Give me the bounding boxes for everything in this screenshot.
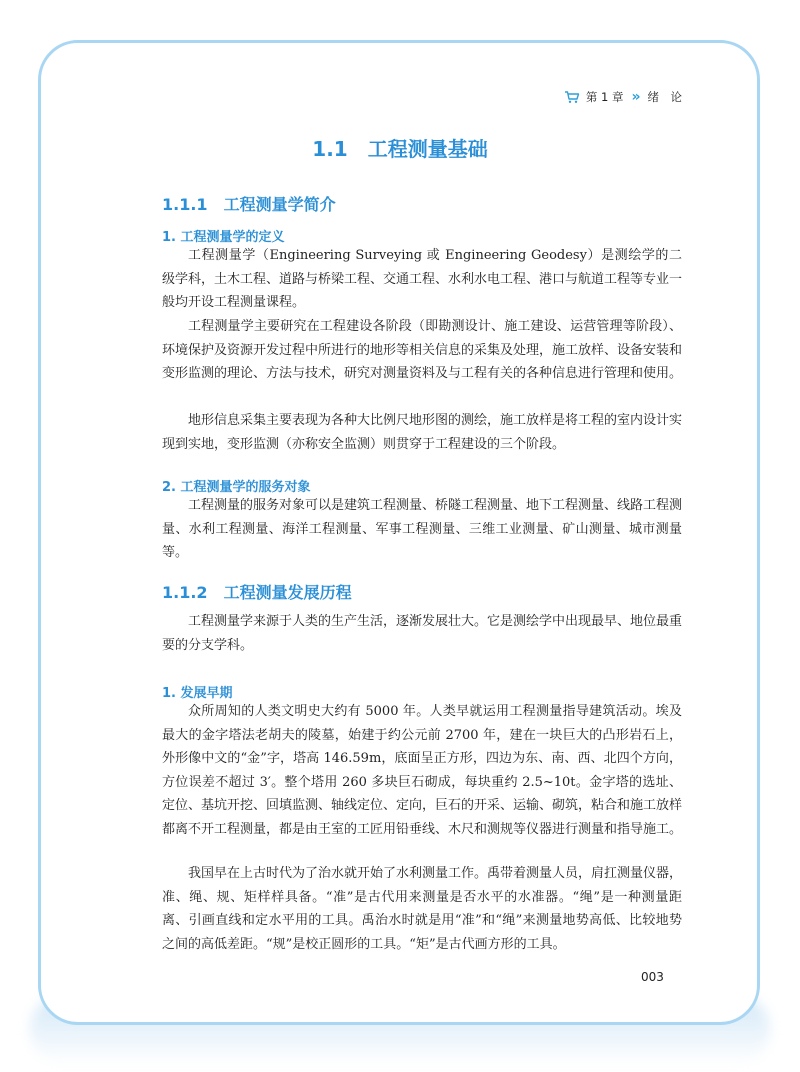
subsection-number: 1.1.2	[162, 583, 208, 602]
paragraph: 工程测量学主要研究在工程建设各阶段（即勘测设计、施工建设、运营管理等阶段）、环境保护及资源开发过程中所进行的地形等相关信息的采集及处理，施工放样、设备安装和变形监测的理论、方法与技术，研究对测量资料及与工程有关的各种信息进行管理和使用。	[162, 319, 683, 381]
heading-definition: 1. 工程测量学的定义	[162, 230, 285, 245]
chapter-title: 绪 论	[647, 90, 682, 104]
chapter-label: 第 1 章	[585, 90, 624, 104]
subsection-title: 工程测量发展历程	[223, 583, 352, 602]
paragraph: 工程测量学来源于人类的生产生活，逐渐发展壮大。它是测绘学中出现最早、地位最重要的分支学科。	[162, 614, 683, 653]
running-head	[564, 89, 682, 105]
subsection-heading-2	[162, 580, 352, 603]
subsection-heading-1	[162, 192, 336, 215]
paragraph: 工程测量学（Engineering Surveying 或 Engineering Geodesy）是测绘学的二级学科，土木工程、道路与桥梁工程、交通工程、水利水电工程、港口与航道工程等专业一般均开设工程测量课程。	[162, 248, 683, 310]
heading-service-objects: 2. 工程测量学的服务对象	[162, 480, 311, 495]
paragraph: 工程测量的服务对象可以是建筑工程测量、桥隧工程测量、地下工程测量、线路工程测量、水利工程测量、海洋工程测量、军事工程测量、三维工业测量、矿山测量、城市测量等。	[162, 498, 683, 560]
paragraph: 我国早在上古时代为了治水就开始了水利测量工作。禹带着测量人员，肩扛测量仪器，准、绳、规、矩样样具备。“准”是古代用来测量是否水平的水准器。“绳”是一种测量距离、引画直线和定水平用的工具。禹治水时就是用“准”和“绳”来测量地势高低、比较地势之间的高低差距。“规”是校正圆形的工具。“矩”是古代画方形的工具。	[162, 866, 683, 952]
paragraph: 众所周知的人类文明史大约有 5000 年。人类早就运用工程测量指导建筑活动。埃及最大的金字塔法老胡夫的陵墓，始建于约公元前 2700 年，建在一块巨大的凸形岩石上，外形像中文的“金”字，塔高 146.59m，底面呈正方形，四边为东、南、西、北四个方向，方位误差不超过 3′。整个塔用 260 多块巨石砌成，每块重约 2.5~10t。金字塔的选址、定位、基坑开挖、回填监测、轴线定位、定向，巨石的开采、运输、砌筑，粘合和施工放样都离不开工程测量，都是由王室的工匠用铅垂线、木尺和测规等仪器进行测量和指导施工。	[162, 704, 683, 837]
subsection-title: 工程测量学简介	[223, 195, 336, 214]
cart-icon	[564, 90, 580, 104]
page-number: 003	[641, 970, 664, 984]
section-title: 1.1 工程测量基础	[312, 137, 488, 161]
subsection-number: 1.1.1	[162, 195, 208, 214]
heading-early-development: 1. 发展早期	[162, 686, 233, 701]
double-chevron-icon: »	[631, 89, 638, 105]
paragraph: 地形信息采集主要表现为各种大比例尺地形图的测绘，施工放样是将工程的室内设计实现到实地，变形监测（亦称安全监测）则贯穿于工程建设的三个阶段。	[162, 413, 683, 452]
